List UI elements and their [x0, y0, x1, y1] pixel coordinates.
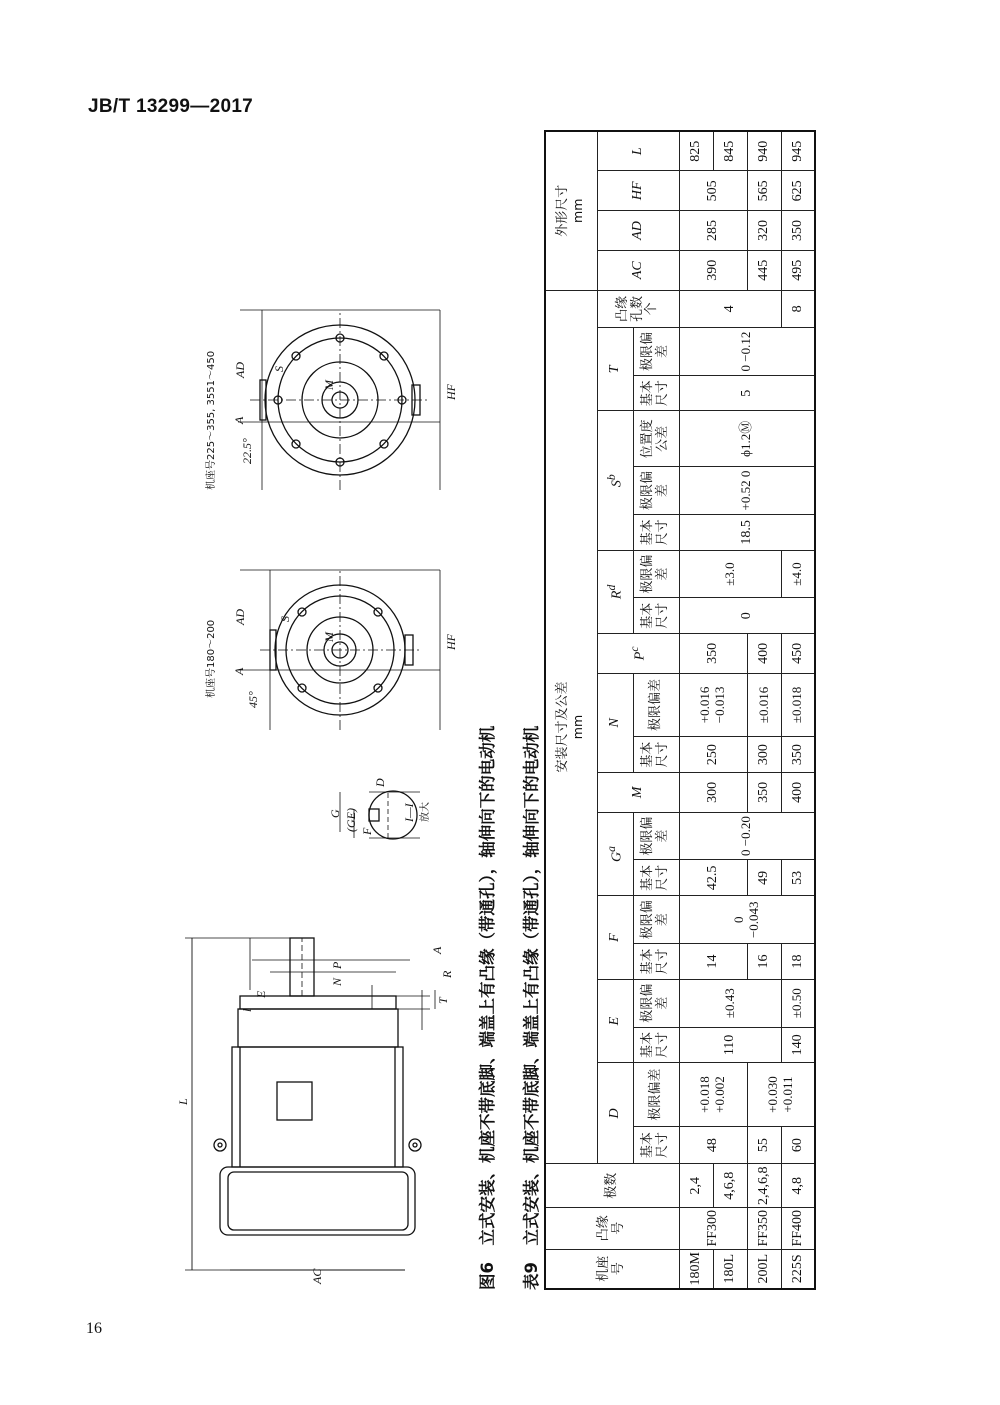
label-m-mid: M — [322, 632, 336, 642]
sub-limit-s: 极限偏差 — [633, 467, 679, 515]
install-group-title: 安装尺寸及公差 — [554, 681, 570, 773]
header-m: M — [597, 773, 679, 813]
header-t: T — [597, 328, 633, 411]
cell-poles: 4,6,8 — [713, 1164, 747, 1208]
label-a-mid: A — [232, 667, 246, 675]
cell-p: 350 — [679, 634, 747, 674]
label-ge: (GE) — [344, 808, 358, 832]
cell-n: 350 — [781, 737, 815, 773]
cell-t: 5 — [679, 375, 815, 411]
sub-limit-t: 极限偏差 — [633, 328, 679, 376]
outline-group-unit: mm — [569, 198, 585, 223]
label-p: P — [330, 961, 344, 969]
figure-6 — [140, 130, 458, 1290]
label-22-5deg: 22.5° — [240, 438, 254, 464]
cell-poles: 2,4 — [679, 1164, 713, 1208]
note-frame-225-450: 机座号225～355, 3551～450 — [206, 350, 217, 490]
sub-basic-e: 基本尺寸 — [633, 1027, 679, 1063]
label-ad-mid: AD — [233, 609, 247, 625]
label-s-right: S — [272, 366, 286, 372]
cell-d: 55 — [747, 1126, 781, 1164]
table-9 — [544, 130, 816, 1290]
cell-f: 16 — [747, 944, 781, 980]
sub-basic-s: 基本尺寸 — [633, 514, 679, 550]
header-n: N — [597, 673, 633, 772]
header-ad: AD — [597, 211, 679, 251]
figure-caption: 图6 立式安装、机座不带底脚、端盖上有凸缘（带通孔），轴伸向下的电动机 — [478, 725, 497, 1290]
header-p: $P^c$ — [597, 634, 679, 674]
sub-basic-f: 基本尺寸 — [633, 944, 679, 980]
label-enlarge: 放大 — [420, 802, 431, 822]
label-s-mid: S — [278, 616, 292, 622]
cell-frame: 200L — [747, 1249, 781, 1289]
cell-m: 300 — [679, 773, 747, 813]
label-ad-right: AD — [233, 362, 247, 378]
cell-l: 845 — [713, 131, 747, 171]
cell-flange: FF400 — [781, 1207, 815, 1249]
cell-e-tol: ±0.50 — [781, 979, 815, 1027]
sub-basic-d: 基本尺寸 — [633, 1126, 679, 1164]
install-group-unit: mm — [569, 714, 585, 740]
cell-n-tol: ±0.018 — [781, 673, 815, 737]
page-number: 16 — [86, 1320, 102, 1337]
cell-ad: 350 — [781, 211, 815, 251]
cell-flange: FF350 — [747, 1207, 781, 1249]
header-l: L — [597, 131, 679, 171]
sub-limit-f: 极限偏差 — [633, 896, 679, 944]
header-d: D — [597, 1063, 633, 1164]
table-row — [679, 131, 713, 1289]
label-l-small: l — [240, 1008, 254, 1012]
sub-basic-r: 基本尺寸 — [633, 598, 679, 634]
cell-l: 945 — [781, 131, 815, 171]
cell-r: 0 — [679, 598, 815, 634]
cell-ad: 320 — [747, 211, 781, 251]
label-f: F — [360, 827, 374, 835]
motor-drawing — [140, 130, 460, 1290]
cell-frame: 225S — [781, 1249, 815, 1289]
sub-limit-r: 极限偏差 — [633, 550, 679, 598]
cell-ac: 445 — [747, 250, 781, 290]
header-ac: AC — [597, 250, 679, 290]
rotated-content — [140, 130, 875, 1290]
cell-d-tol: +0.030 +0.011 — [747, 1063, 815, 1127]
cell-r-tol: ±3.0 — [679, 550, 781, 598]
cell-hf: 565 — [747, 171, 781, 211]
label-t: T — [436, 997, 450, 1004]
cell-p: 450 — [781, 634, 815, 674]
label-l-length: L — [176, 1098, 190, 1105]
cell-m: 350 — [747, 773, 781, 813]
sub-limit-n: 极限偏差 — [633, 673, 679, 737]
cell-g: 49 — [747, 860, 781, 896]
sub-limit-g: 极限偏差 — [633, 812, 679, 860]
header-flange: 凸缘号 — [545, 1207, 679, 1249]
cell-flange: FF300 — [679, 1207, 747, 1249]
sub-basic-t: 基本尺寸 — [633, 375, 679, 411]
header-install-group — [545, 290, 597, 1164]
outline-group-title: 外形尺寸 — [554, 184, 570, 237]
header-poles: 极数 — [545, 1164, 679, 1208]
cell-l: 940 — [747, 131, 781, 171]
cell-frame: 180L — [713, 1249, 747, 1289]
cell-ad: 285 — [679, 211, 747, 251]
label-g: G — [328, 809, 342, 818]
label-m-right: M — [322, 380, 336, 390]
header-g: $G^a$ — [597, 812, 633, 896]
label-section-i: I—I — [402, 803, 416, 822]
label-ac: AC — [310, 1268, 324, 1284]
label-a-left: A — [430, 946, 444, 954]
cell-poles: 4,8 — [781, 1164, 815, 1208]
cell-r-tol: ±4.0 — [781, 550, 815, 598]
label-hf-mid: HF — [444, 634, 458, 650]
cell-d: 60 — [781, 1126, 815, 1164]
header-outline-group — [545, 131, 597, 290]
header-e: E — [597, 979, 633, 1063]
cell-g: 53 — [781, 860, 815, 896]
header-s: $S^b$ — [597, 411, 633, 550]
sub-limit-d: 极限偏差 — [633, 1063, 679, 1127]
cell-hf: 625 — [781, 171, 815, 211]
label-d: D — [373, 778, 387, 787]
cell-d-tol: +0.018 +0.002 — [679, 1063, 747, 1127]
cell-g-tol: 0 −0.20 — [679, 812, 815, 860]
cell-l: 825 — [679, 131, 713, 171]
cell-n-tol: ±0.016 — [747, 673, 781, 737]
header-frame: 机座号 — [545, 1249, 679, 1289]
cell-s: 18.5 — [679, 514, 815, 550]
cell-ac: 390 — [679, 250, 747, 290]
cell-n: 250 — [679, 737, 747, 773]
cell-m: 400 — [781, 773, 815, 813]
sub-limit-e: 极限偏差 — [633, 979, 679, 1027]
label-n: N — [330, 977, 344, 986]
cell-holes: 4 — [679, 290, 781, 328]
cell-s-tol: +0.52 0 — [679, 467, 815, 515]
cell-holes: 8 — [781, 290, 815, 328]
cell-f-tol: 0 −0.043 — [679, 896, 815, 944]
cell-n: 300 — [747, 737, 781, 773]
cell-s-pos: ϕ1.2Ⓜ — [679, 411, 815, 467]
cell-frame: 180M — [679, 1249, 713, 1289]
header-holes: 凸缘孔数个 — [597, 290, 679, 328]
standard-number: JB/T 13299—2017 — [88, 96, 254, 117]
cell-t-tol: 0 −0.12 — [679, 328, 815, 376]
cell-n-tol: +0.016 −0.013 — [679, 673, 747, 737]
cell-f: 18 — [781, 944, 815, 980]
cell-poles: 2,4,6,8 — [747, 1164, 781, 1208]
cell-d: 48 — [679, 1126, 747, 1164]
cell-p: 400 — [747, 634, 781, 674]
cell-e-tol: ±0.43 — [679, 979, 781, 1027]
cell-e: 140 — [781, 1027, 815, 1063]
cell-e: 110 — [679, 1027, 781, 1063]
label-a-right: A — [232, 416, 246, 424]
sub-basic-n: 基本尺寸 — [633, 737, 679, 773]
sub-basic-g: 基本尺寸 — [633, 860, 679, 896]
table-caption: 表9 立式安装、机座不带底脚、端盖上有凸缘（带通孔），轴伸向下的电动机 — [522, 725, 541, 1290]
cell-ac: 495 — [781, 250, 815, 290]
cell-g: 42.5 — [679, 860, 747, 896]
header-f: F — [597, 896, 633, 980]
header-hf: HF — [597, 171, 679, 211]
sub-position-s: 位置度公差 — [633, 411, 679, 467]
label-r: R — [440, 970, 454, 978]
header-r: $R^d$ — [597, 550, 633, 633]
label-hf-right: HF — [444, 384, 458, 400]
cell-hf: 505 — [679, 171, 747, 211]
cell-f: 14 — [679, 944, 747, 980]
label-e: E — [254, 990, 268, 998]
note-frame-180-200: 机座号180～200 — [206, 619, 217, 698]
label-45deg: 45° — [246, 691, 260, 708]
